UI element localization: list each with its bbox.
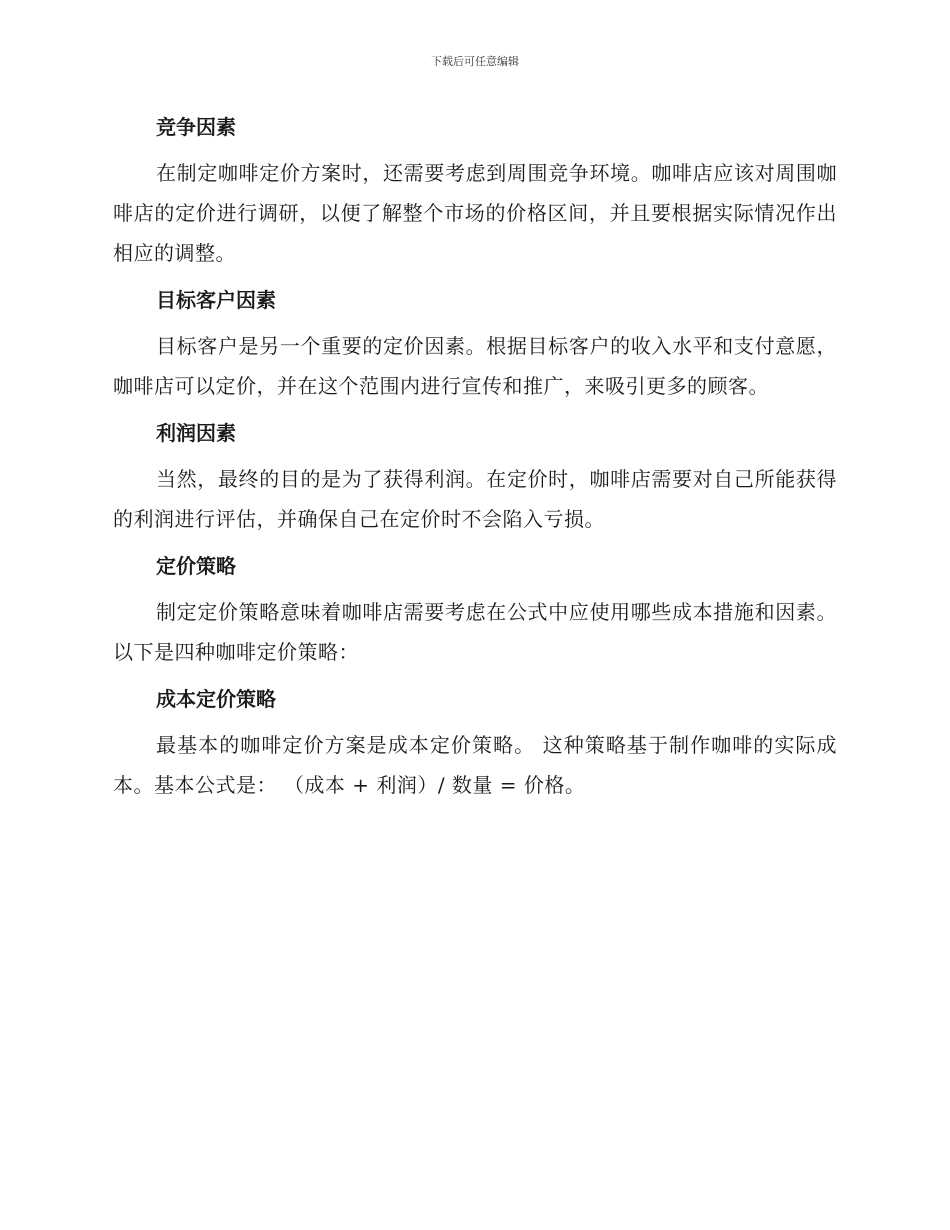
section-heading: 竞争因素 (156, 115, 236, 139)
document-body (113, 108, 837, 813)
section-target-customer (113, 281, 837, 406)
section-heading: 成本定价策略 (156, 687, 276, 711)
page-header-note: 下载后可任意编辑 (431, 55, 519, 68)
section-pricing-strategy (113, 547, 837, 672)
section-heading: 定价策略 (156, 554, 236, 578)
section-paragraph: 当然，最终的目的是为了获得利润。在定价时，咖啡店需要对自己所能获得的利润进行评估，并确保自己在定价时不会陷入亏损。 (113, 467, 837, 531)
section-profit (113, 414, 837, 539)
section-cost-pricing (113, 680, 837, 805)
section-paragraph: 最基本的咖啡定价方案是成本定价策略。 这种策略基于制作咖啡的实际成本。基本公式是： （成本 + 利润）/ 数量 = 价格。 (113, 733, 837, 797)
section-heading: 目标客户因素 (156, 288, 276, 312)
section-paragraph: 在制定咖啡定价方案时，还需要考虑到周围竞争环境。咖啡店应该对周围咖啡店的定价进行调研，以便了解整个市场的价格区间，并且要根据实际情况作出相应的调整。 (113, 161, 837, 265)
section-paragraph: 目标客户是另一个重要的定价因素。根据目标客户的收入水平和支付意愿，咖啡店可以定价，并在这个范围内进行宣传和推广，来吸引更多的顾客。 (113, 334, 837, 398)
section-competition (113, 108, 837, 273)
section-paragraph: 制定定价策略意味着咖啡店需要考虑在公式中应使用哪些成本措施和因素。以下是四种咖啡定价策略： (113, 600, 837, 664)
section-heading: 利润因素 (156, 421, 236, 445)
